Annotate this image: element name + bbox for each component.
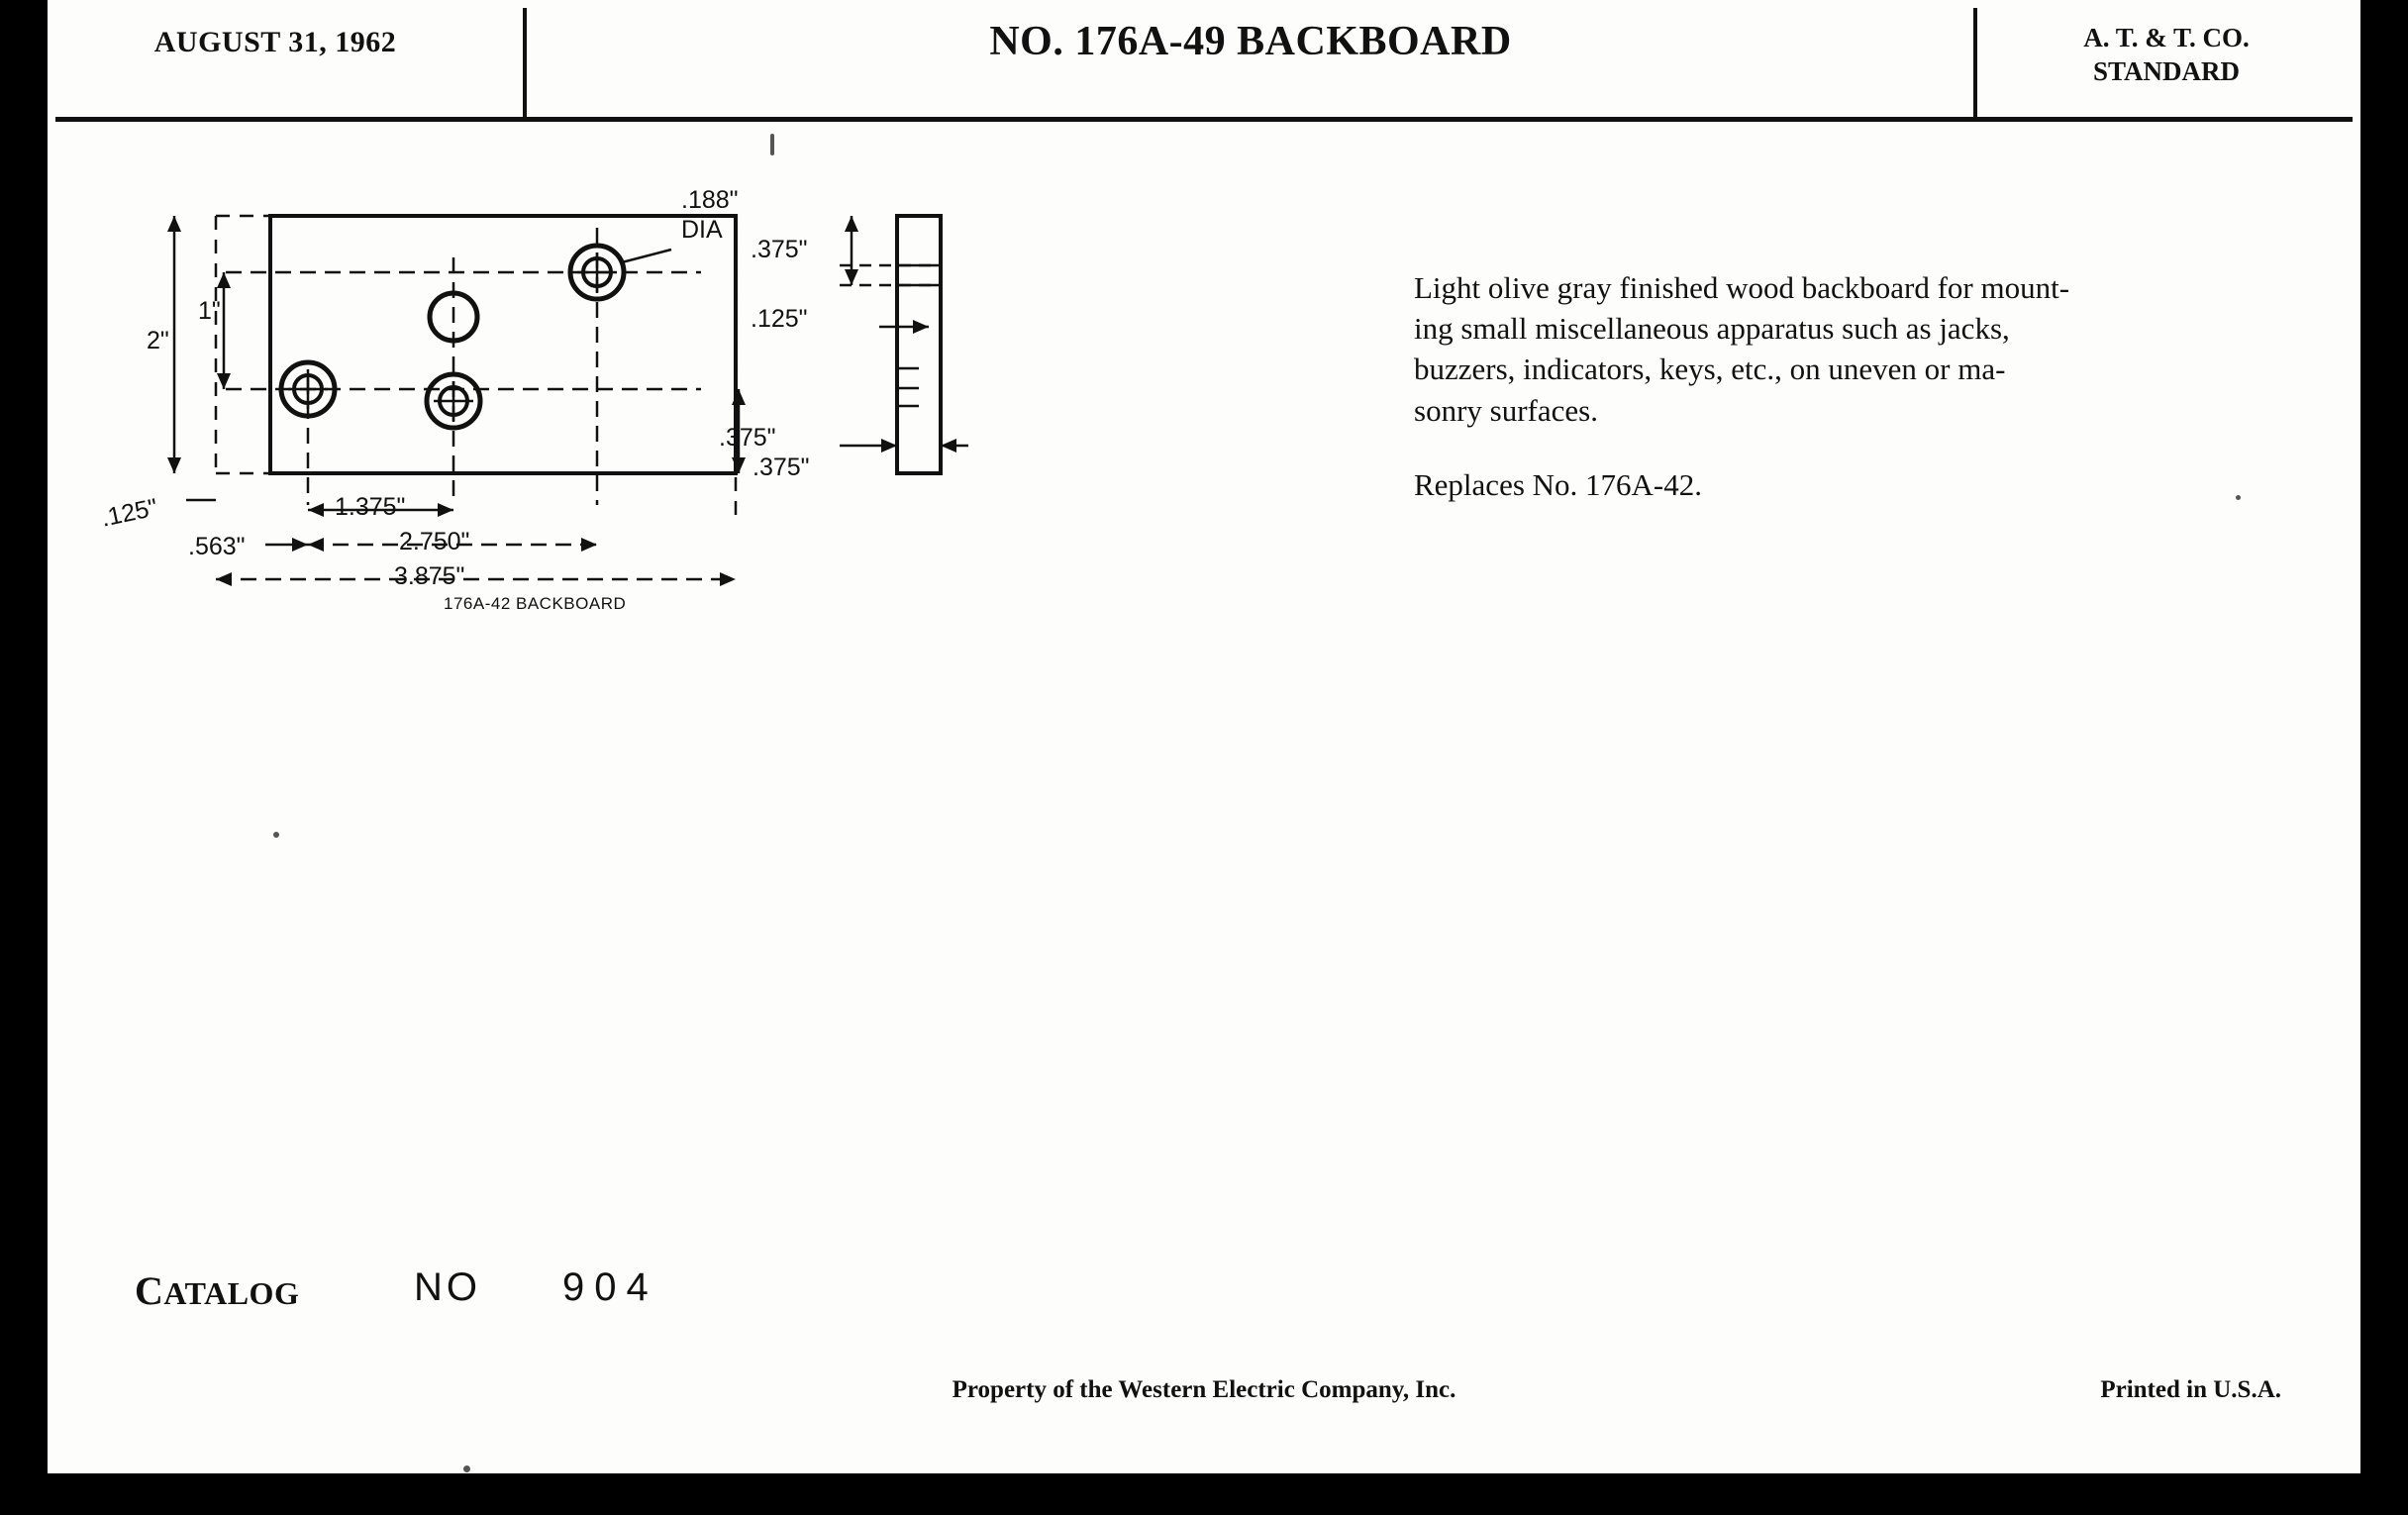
header-standard xyxy=(1983,22,2350,89)
label-375-bottom: .375" xyxy=(719,424,776,452)
label-563: .563" xyxy=(188,533,246,560)
label-375-right: .375" xyxy=(752,454,810,481)
label-125-left: .125" xyxy=(98,493,160,533)
label-1-inch: 1" xyxy=(198,297,221,325)
header-date: AUGUST 31, 1962 xyxy=(153,26,397,58)
label-2-inch: 2" xyxy=(147,327,169,354)
label-375-top: .375" xyxy=(751,236,808,263)
page-speck xyxy=(2236,495,2241,500)
label-188-dia-line2: DIA xyxy=(681,216,723,244)
description-line-4: sonry surfaces. xyxy=(1414,392,1598,428)
catalog-label xyxy=(135,1267,299,1314)
header-standard-line2: STANDARD xyxy=(2092,55,2240,86)
label-125-side: .125" xyxy=(751,305,808,333)
catalog-label-cap: C xyxy=(135,1268,164,1313)
label-backboard-note: 176A-42 BACKBOARD xyxy=(444,594,627,613)
description-line-2: ing small miscellaneous apparatus such as jacks, xyxy=(1414,311,2010,347)
side-view-outline xyxy=(897,216,941,473)
page-speck xyxy=(770,134,774,155)
description-line-3: buzzers, indicators, keys, etc., on uneven or ma- xyxy=(1414,352,2006,387)
header-rule xyxy=(55,117,2353,122)
description-line-1: Light olive gray finished wood backboard for mount- xyxy=(1414,270,2070,305)
catalog-no-word: NO xyxy=(414,1265,481,1309)
property-notice: Property of the Western Electric Company, Inc. xyxy=(952,1376,1456,1403)
label-1375: 1.375" xyxy=(335,493,406,521)
catalog-label-rest: ATALOG xyxy=(163,1275,300,1311)
printed-notice: Printed in U.S.A. xyxy=(2100,1376,2281,1403)
header-divider-right xyxy=(1973,8,1977,119)
technical-drawing xyxy=(98,158,1335,713)
label-3875: 3.875" xyxy=(394,562,465,590)
header-standard-line1: A. T. & T. CO. xyxy=(2083,23,2250,52)
description-block xyxy=(1414,267,2325,539)
page-title: NO. 176A-49 BACKBOARD xyxy=(989,19,1512,64)
backboard-outline xyxy=(270,216,736,473)
catalog-number: 904 xyxy=(562,1265,658,1309)
label-2750: 2.750" xyxy=(399,528,470,556)
page-speck xyxy=(273,832,279,838)
page-speck xyxy=(463,1465,470,1472)
catalog-page xyxy=(48,0,2360,1473)
description-replaces: Replaces No. 176A-42. xyxy=(1414,466,1702,502)
label-188-dia-line1: .188" xyxy=(681,186,739,214)
header-divider-left xyxy=(523,8,527,119)
page-header xyxy=(48,0,2360,117)
